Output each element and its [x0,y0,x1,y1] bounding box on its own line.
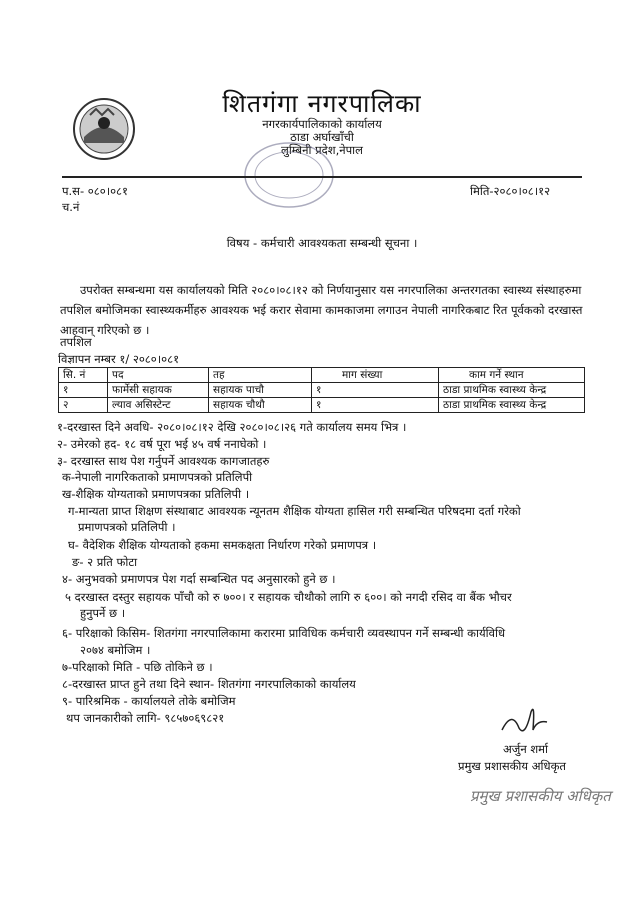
list-item: ७-परिक्षाको मिति - पछि तोकिने छ । [62,660,213,674]
body-paragraph: उपरोक्त सम्बन्धमा यस कार्यालयको मिति २०८०।०८।१२ को निर्णयानुसार यस नगरपालिका अन्तरगतका स्वास्थ्य संस्थाहरुमा तपशिल बमोजिमका स्वास्थ्यकर्मीहरु आवश्यक भई करार सेवामा कामकाजमा लगाउन नेपाली नागरिकबाट रित पूर्वकको दरखास्त आहवान् गरिएको छ । [60,283,583,337]
list-item: ८-दरखास्त प्राप्त हुने तथा दिने स्थान- शितगंगा नगरपालिकाको कार्यालय [62,677,356,691]
list-item: घ- वैदेशिक शैक्षिक योग्यताको हकमा समकक्षता निर्धारण गरेको प्रमाणपत्र । [68,538,377,552]
list-item: हुनुपर्ने छ । [80,606,126,620]
office-name: नगरकार्यपालिकाको कार्यालय [262,117,382,131]
list-item: ख-शैक्षिक योग्यताको प्रमाणपत्रका प्रतिलिपी । [62,487,250,501]
col-header: पद [108,368,209,383]
list-item: क-नेपाली नागरिकताको प्रमाणपत्रको प्रतिलिपी [62,470,253,484]
table-row [59,383,585,398]
col-header: सि. नं [59,368,108,383]
table-cell: ल्याव असिस्टेन्ट [108,398,209,413]
table-cell: १ [59,383,108,398]
signatory-title: प्रमुख प्रशासकीय अधिकृत [458,759,566,773]
col-header: काम गर्ने स्थान [439,368,585,383]
office-stamp-icon [242,140,337,210]
table-cell: २ [59,398,108,413]
col-header: माग संख्या [312,368,439,383]
title-stamp: प्रमुख प्रशासकीय अधिकृत [470,787,611,805]
table-cell: ठाडा प्राथमिक स्वास्थ्य केन्द्र [439,398,585,413]
dispatch-number: च.नं [62,200,80,214]
col-header: तह [209,368,312,383]
header-divider [62,176,582,178]
table-header-row [59,368,585,383]
list-item: ग-मान्यता प्राप्त शिक्षण संस्थाबाट आवश्यक न्यूनतम शैक्षिक योग्यता हासिल गरी सम्बन्धित परिषदमा दर्ता गरेको [68,504,521,518]
page-title: शितगंगा नगरपालिका [222,89,422,118]
list-item: १-दरखास्त दिने अवधि- २०८०।०८।१२ देखि २०८०।०८।२६ गते कार्यालय समय भित्र । [57,420,407,434]
list-item: २०७४ बमोजिम । [80,643,151,657]
signatory-name: अर्जुन शर्मा [503,742,549,756]
subject-line: विषय - कर्मचारी आवश्यकता सम्बन्धी सूचना । [226,236,418,250]
list-item: ६- परिक्षाको किसिम- शितगंगा नगरपालिकामा करारमा प्राविधिक कर्मचारी व्यवस्थापन गर्ने सम्बन्धी कार्यविधि [62,626,506,640]
list-item: प्रमाणपत्रको प्रतिलिपी । [78,520,176,534]
list-item: ङ- २ प्रति फोटा [72,555,138,569]
notice-number: विज्ञापन नम्बर १/ २०८०।०८१ [58,352,180,366]
letter-date: मिति-२०८०।०८।१२ [470,184,551,198]
table-cell: सहायक चौथौ [209,398,312,413]
contact-line: थप जानकारीको लागि- ९८५७०६९८२१ [66,711,225,725]
list-item: ३- दरखास्त साथ पेश गर्नुपर्ने आवश्यक कागजातहरु [57,454,270,468]
table-row [59,398,585,413]
list-item: ४- अनुभवको प्रमाणपत्र पेश गर्दा सम्बन्धित पद अनुसारको हुने छ । [62,572,336,586]
table-cell: १ [312,398,439,413]
vacancy-table [58,367,585,413]
tapasil-label: तपशिल [60,335,92,349]
signature-icon [497,700,557,740]
ref-number: प.स- ०८०।०८१ [62,184,129,198]
table-cell: फार्मेसी सहायक [108,383,209,398]
office-province: लुम्बिनी प्रदेश,नेपाल [281,143,363,157]
table-cell: ठाडा प्राथमिक स्वास्थ्य केन्द्र [439,383,585,398]
office-place: ठाडा अर्घाखाँची [290,130,354,144]
table-cell: सहायक पाचौ [209,383,312,398]
list-item: ९- पारिश्रमिक - कार्यालयले तोके बमोजिम [62,694,236,708]
list-item: ५ दरखास्त दस्तुर सहायक पाँचौ को रु ७००। र सहायक चौथौको लागि रु ६००। को नगदी रसिद वा बैंक भौचर [65,590,512,604]
table-cell: १ [312,383,439,398]
list-item: २- उमेरको हद- १८ वर्ष पूरा भई ४५ वर्ष ननाघेको । [57,437,267,451]
